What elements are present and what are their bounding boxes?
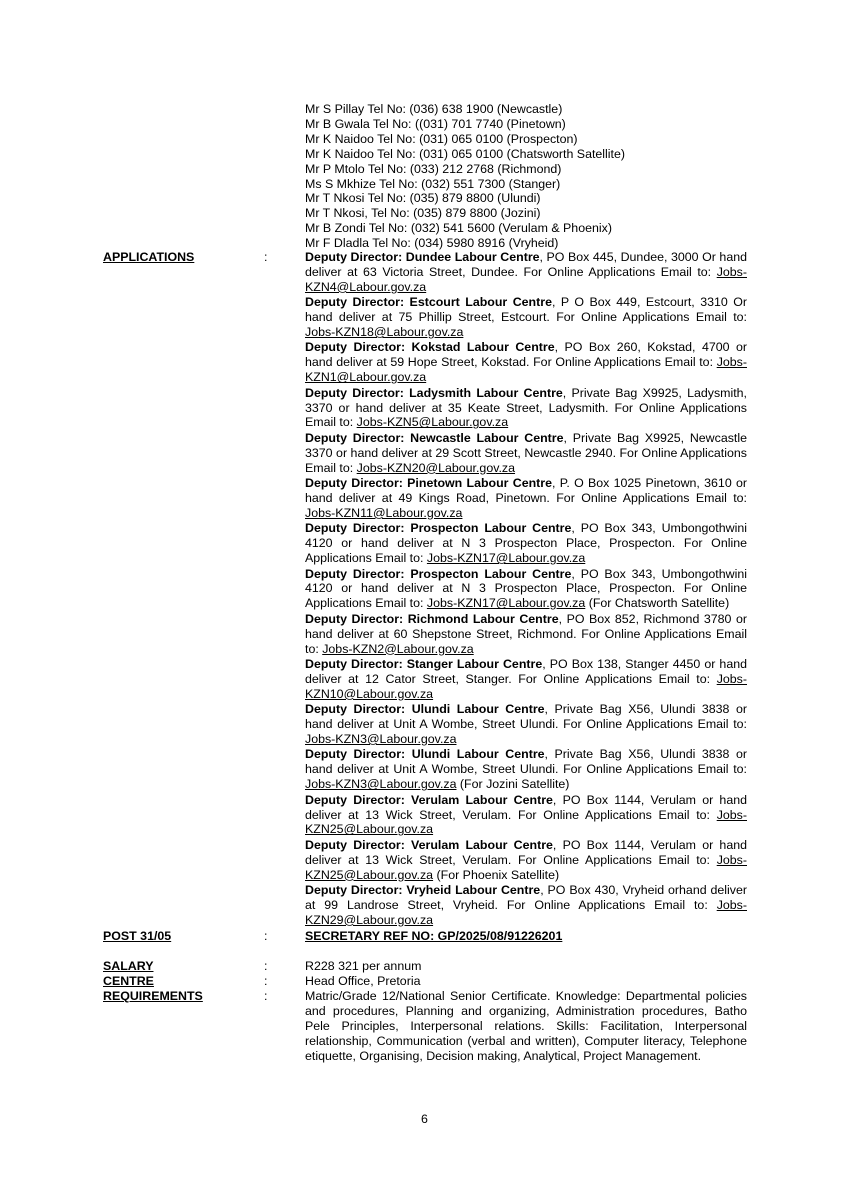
email-link[interactable]: Jobs-KZN11@Labour.gov.za bbox=[305, 505, 463, 520]
email-link[interactable]: Jobs-KZN10@Labour.gov.za bbox=[305, 671, 747, 701]
email-link[interactable]: Jobs-KZN25@Labour.gov.za bbox=[305, 807, 747, 837]
contact-line: Mr B Zondi Tel No: (032) 541 5600 (Verulam & Phoenix) bbox=[305, 221, 612, 236]
application-body: , Private Bag X56, Ulundi 3838 or hand deliver at Unit A Wombe, Street Ulundi. For Online Applications Email to: bbox=[305, 747, 747, 777]
page-number: 6 bbox=[421, 1112, 428, 1126]
requirements-colon: : bbox=[264, 989, 268, 1003]
contact-line: Mr T Nkosi, Tel No: (035) 879 8800 (Jozini) bbox=[305, 206, 541, 221]
contact-line: Mr F Dladla Tel No: (034) 5980 8916 (Vryheid) bbox=[305, 236, 559, 251]
applications-colon: : bbox=[264, 250, 268, 264]
application-entry bbox=[305, 702, 747, 747]
application-entry bbox=[305, 295, 747, 340]
application-body: , PO Box 445, Dundee, 3000 Or hand deliver at 63 Victoria Street, Dundee. For Online Applications Email to: bbox=[305, 250, 748, 279]
application-title: Deputy Director: Estcourt Labour Centre bbox=[305, 295, 552, 310]
application-title: Deputy Director: Verulam Labour Centre bbox=[305, 792, 553, 807]
application-body: , P. O Box 1025 Pinetown, 3610 or hand deliver at 49 Kings Road, Pinetown. For Online Applications Email to: bbox=[305, 476, 747, 505]
email-link[interactable]: Jobs-KZN25@Labour.gov.za bbox=[305, 852, 747, 882]
centre-colon: : bbox=[264, 974, 268, 988]
email-link[interactable]: Jobs-KZN1@Labour.gov.za bbox=[305, 355, 747, 385]
post-title: SECRETARY REF NO: GP/2025/08/91226201 bbox=[305, 929, 563, 943]
email-link[interactable]: Jobs-KZN17@Labour.gov.za bbox=[426, 596, 586, 611]
application-entry bbox=[305, 250, 747, 295]
email-link[interactable]: Jobs-KZN3@Labour.gov.za bbox=[305, 777, 457, 792]
salary-colon: : bbox=[264, 959, 268, 973]
application-title: Deputy Director: Richmond Labour Centre bbox=[305, 611, 559, 626]
application-title: Deputy Director: Prospecton Labour Centre bbox=[305, 521, 572, 536]
application-entry bbox=[305, 476, 747, 521]
application-title: Deputy Director: Vryheid Labour Centre bbox=[305, 883, 541, 898]
contact-line: Ms S Mkhize Tel No: (032) 551 7300 (Stanger) bbox=[305, 176, 561, 191]
application-title: Deputy Director: Prospecton Labour Centre bbox=[305, 566, 572, 581]
contact-line: Mr T Nkosi Tel No: (035) 879 8800 (Ulundi) bbox=[305, 191, 541, 206]
centre-value: Head Office, Pretoria bbox=[305, 974, 421, 988]
application-suffix: (For Jozini Satellite) bbox=[456, 777, 570, 792]
application-entry bbox=[305, 612, 747, 657]
application-body: , PO Box 260, Kokstad, 4700 or hand deliver at 59 Hope Street, Kokstad. For Online Applications Email to: bbox=[305, 340, 747, 370]
contact-line: Mr S Pillay Tel No: (036) 638 1900 (Newcastle) bbox=[305, 102, 563, 116]
application-entry bbox=[305, 521, 747, 566]
application-body: , Private Bag X9925, Ladysmith, 3370 or hand deliver at 35 Keate Street, Ladysmith. For Online Applications Email to: bbox=[305, 385, 747, 430]
application-title: Deputy Director: Dundee Labour Centre bbox=[305, 250, 540, 264]
application-title: Deputy Director: Ladysmith Labour Centre bbox=[305, 385, 563, 400]
application-title: Deputy Director: Kokstad Labour Centre bbox=[305, 340, 555, 355]
email-link[interactable]: Jobs-KZN3@Labour.gov.za bbox=[305, 732, 457, 746]
post-colon: : bbox=[264, 929, 268, 943]
application-title: Deputy Director: Stanger Labour Centre bbox=[305, 656, 543, 671]
contact-line: Mr K Naidoo Tel No: (031) 065 0100 (Chatsworth Satellite) bbox=[305, 146, 626, 161]
application-body: , PO Box 852, Richmond 3780 or hand deliver at 60 Shepstone Street, Richmond. For Online Applications Email to: bbox=[305, 611, 747, 656]
application-suffix: (For Chatsworth Satellite) bbox=[585, 596, 730, 611]
application-title: Deputy Director: Newcastle Labour Centre bbox=[305, 430, 564, 445]
application-entry bbox=[305, 340, 747, 385]
email-link[interactable]: Jobs-KZN20@Labour.gov.za bbox=[356, 460, 516, 475]
application-body: , PO Box 343, Umbongothwini 4120 or hand deliver at N 3 Prospecton Place, Prospecton. For Online Applications Email to: bbox=[305, 521, 747, 566]
email-link[interactable]: Jobs-KZN17@Labour.gov.za bbox=[426, 551, 586, 566]
application-body: , P O Box 449, Estcourt, 3310 Or hand deliver at 75 Phillip Street, Estcourt. For Online Applications Email to: bbox=[305, 295, 747, 325]
email-link[interactable]: Jobs-KZN4@Labour.gov.za bbox=[305, 264, 747, 294]
application-body: , PO Box 138, Stanger 4450 or hand deliver at 12 Cator Street, Stanger. For Online Applications Email to: bbox=[305, 656, 747, 686]
application-title: Deputy Director: Ulundi Labour Centre bbox=[305, 747, 545, 762]
salary-value: R228 321 per annum bbox=[305, 959, 422, 973]
contact-line: Mr P Mtolo Tel No: (033) 212 2768 (Richmond) bbox=[305, 161, 562, 176]
application-entry bbox=[305, 431, 747, 476]
application-body: , Private Bag X9925, Newcastle 3370 or hand deliver at 29 Scott Street, Newcastle 2940. For Online Applications Email to: bbox=[305, 430, 747, 475]
requirements-label: REQUIREMENTS bbox=[103, 989, 203, 1003]
centre-label: CENTRE bbox=[103, 974, 154, 988]
application-body: , PO Box 430, Vryheid orhand deliver at 99 Landrose Street, Vryheid. For Online Applications Email to: bbox=[305, 883, 747, 912]
application-suffix: (For Phoenix Satellite) bbox=[433, 867, 560, 882]
contact-line: Mr K Naidoo Tel No: (031) 065 0100 (Prospecton) bbox=[305, 131, 578, 146]
application-title: Deputy Director: Verulam Labour Centre bbox=[305, 837, 553, 852]
application-entry bbox=[305, 567, 747, 612]
application-entry bbox=[305, 793, 747, 838]
applications-label: APPLICATIONS bbox=[103, 250, 195, 264]
email-link[interactable]: Jobs-KZN5@Labour.gov.za bbox=[356, 415, 509, 430]
application-body: , PO Box 343, Umbongothwini 4120 or hand deliver at N 3 Prospecton Place, Prospecton. For Online Applications Email to: bbox=[305, 566, 747, 611]
contact-line: Mr B Gwala Tel No: ((031) 701 7740 (Pinetown) bbox=[305, 116, 566, 131]
email-link[interactable]: Jobs-KZN18@Labour.gov.za bbox=[305, 325, 464, 340]
salary-label: SALARY bbox=[103, 959, 154, 973]
application-entry bbox=[305, 747, 747, 792]
email-link[interactable]: Jobs-KZN29@Labour.gov.za bbox=[305, 897, 747, 927]
contact-list bbox=[305, 102, 747, 251]
application-body: , PO Box 1144, Verulam or hand deliver at 13 Wick Street, Verulam. For Online Applications Email to: bbox=[305, 837, 747, 867]
application-body: , PO Box 1144, Verulam or hand deliver at 13 Wick Street, Verulam. For Online Applications Email to: bbox=[305, 792, 747, 822]
post-label: POST 31/05 bbox=[103, 929, 172, 943]
applications-list bbox=[305, 250, 747, 928]
application-entry bbox=[305, 386, 747, 431]
application-body: , Private Bag X56, Ulundi 3838 or hand deliver at Unit A Wombe, Street Ulundi. For Online Applications Email to: bbox=[305, 702, 747, 732]
email-link[interactable]: Jobs-KZN2@Labour.gov.za bbox=[322, 641, 474, 656]
application-entry bbox=[305, 838, 747, 883]
application-title: Deputy Director: Ulundi Labour Centre bbox=[305, 702, 545, 717]
application-title: Deputy Director: Pinetown Labour Centre bbox=[305, 476, 553, 491]
application-entry bbox=[305, 657, 747, 702]
application-entry bbox=[305, 883, 747, 928]
requirements-value: Matric/Grade 12/National Senior Certificate. Knowledge: Departmental policies and procedures, Planning and organizing, Administration procedures, Batho Pele Principles, Interpersonal relations. Skills: Facilitation, Interpersonal relationship, Communication (verbal and written), Computer literacy, Telephone etiquette, Organising, Decision making, Analytical, Project Management. bbox=[305, 989, 747, 1063]
